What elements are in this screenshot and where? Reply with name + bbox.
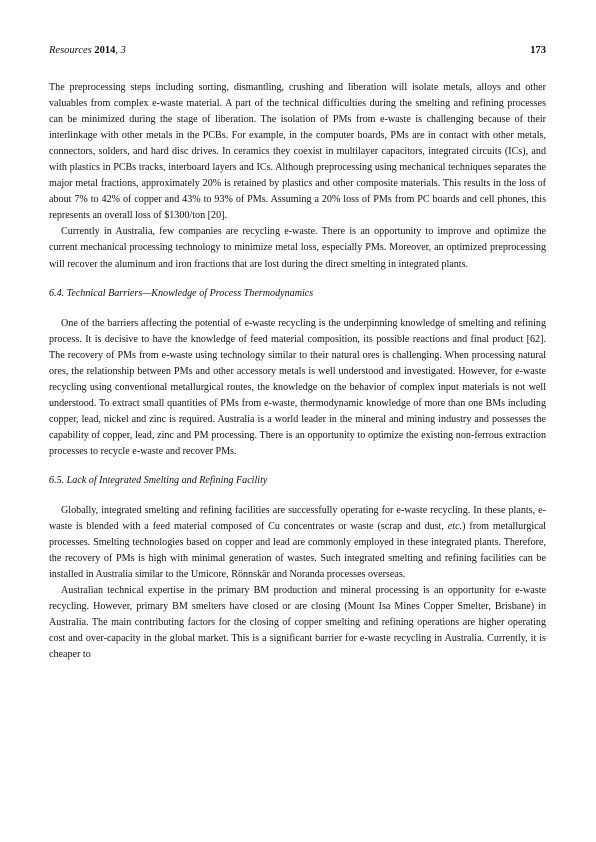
page-number: 173 xyxy=(530,45,546,56)
paragraph-integrated-smelting xyxy=(49,503,546,583)
paragraph-preprocessing: The preprocessing steps including sorting, dismantling, crushing and liberation will isolate metals, alloys and other valuables from complex e-waste material. A part of the technical difficulties during the smelting and refining processes can be minimized during the stage of liberation. The isolation of PMs from e-waste is challenging because of their interlinkage with other metals in the PCBs. For example, in the computer boards, PMs are in contact with other metals, connectors, solders, and hard disc drives. In ceramics they coexist in multilayer capacitors, integrated circuits (ICs), and with plastics in PCBs tracks, interboard layers and ICs. Although preprocessing using mechanical techniques separates the major metal fractions, approximately 20% is retained by plastics and other composite materials. This results in the loss of about 7% to 42% of copper and 43% to 93% of PMs. Assuming a 20% loss of PMs from PC boards and cell phones, this represents an overall loss of $1300/ton [20]. xyxy=(49,82,546,222)
journal-name: Resources xyxy=(49,45,92,56)
section-heading-6-5: 6.5. Lack of Integrated Smelting and Refining Facility xyxy=(49,474,268,486)
paragraph-text-part: ) from metallurgical processes. Smelting technologies based on copper and lead are commonly employed in these integrated plants. Therefore, the recovery of PMs is high with minimal generation of wastes. Such integrated smelting and refining facilities can be installed in Australia similar to the Umicore, Rönnskär and Noranda processes overseas. xyxy=(49,521,546,581)
journal-citation: Resources 2014, 3 xyxy=(49,45,126,56)
page xyxy=(49,44,546,663)
paragraph-technical-expertise: Australian technical expertise in the primary BM production and mineral processing is an opportunity for e-waste recycling. However, primary BM smelters have closed or are closing (Mount Isa Mines Copper Smelter, Brisbane) in Australia. The main contributing factors for the closing of copper smelting and refining operations are higher operating cost and over-capacity in the global market. This is a significant barrier for e-waste recycling in Australia. Currently, it is cheaper to xyxy=(49,585,546,661)
running-header xyxy=(49,44,546,58)
paragraph-text-part: Globally, integrated smelting and refining facilities are successfully operating for e-waste recycling. In these plants, e-waste is blended with a feed material composed of Cu concentrates or waste (scrap and dust, xyxy=(49,504,546,533)
paragraph-australia-companies: Currently in Australia, few companies are recycling e-waste. There is an opportunity to improve and optimize the current mechanical processing technology to minimize metal loss, especially PMs. Moreover, an optimized preprocessing will recover the aluminum and iron fractions that are lost during the direct smelting in integrated plants. xyxy=(49,226,546,270)
journal-volume: 3 xyxy=(120,45,126,56)
journal-year: 2014 xyxy=(94,45,116,56)
paragraph-thermodynamics: One of the barriers affecting the potential of e-waste recycling is the underpinning knowledge of smelting and refining process. It is decisive to have the knowledge of feed material composition, its possible reactions and final product [62]. The recovery of PMs from e-waste using technology similar to their natural ores is challenging. When processing natural ores, the relationship between PMs and other accessory metals is well understood and investigated. However, for e-waste recycling using conventional metallurgical routes, the knowledge on the behavior of complex input materials is not well understood. To extract small quantities of PMs from e-waste, thermodynamic knowledge of more than one BMs including copper, lead, nickel and zinc is required. Australia is a world leader in the mineral and mining industry and possesses the capability of copper, lead, zinc and PM processing. There is an opportunity to optimize the existing non-ferrous extraction processes to recycle e-waste and recover PMs. xyxy=(49,317,546,457)
etc-italic: etc. xyxy=(447,521,463,533)
section-heading-6-4: 6.4. Technical Barriers—Knowledge of Process Thermodynamics xyxy=(49,287,314,299)
